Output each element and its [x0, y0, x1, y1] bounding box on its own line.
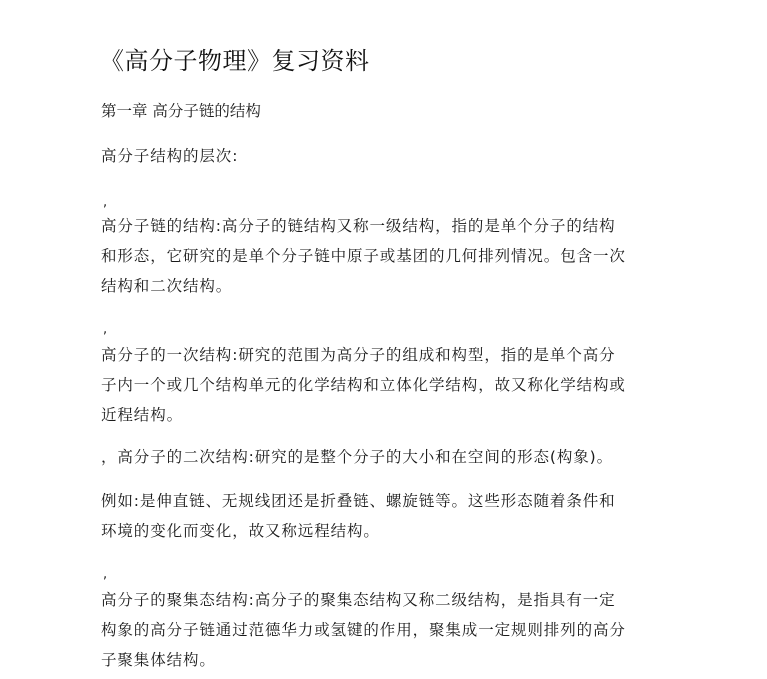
paragraph-line: 环境的变化而变化，故又称远程结构。 — [101, 522, 380, 540]
paragraph-line: 子内一个或几个结构单元的化学结构和立体化学结构，故又称化学结构或 — [101, 376, 626, 394]
chapter-heading: 第一章 高分子链的结构 — [101, 102, 261, 120]
comma-mark: , — [103, 567, 108, 582]
paragraph-line: ，高分子的二次结构:研究的是整个分子的大小和在空间的形态(构象)。 — [101, 448, 614, 466]
paragraph-aggregate-structure — [101, 585, 701, 675]
paragraph-primary-structure — [101, 340, 701, 430]
paragraph-line: 例如:是伸直链、无规线团还是折叠链、螺旋链等。这些形态随着条件和 — [101, 492, 616, 510]
comma-mark: , — [103, 322, 108, 337]
paragraph-line: 和形态，它研究的是单个分子链中原子或基团的几何排列情况。包含一次 — [101, 247, 626, 265]
comma-mark: , — [103, 195, 108, 210]
paragraph-line: 高分子的聚集态结构:高分子的聚集态结构又称二级结构，是指具有一定 — [101, 591, 616, 609]
section-label — [101, 143, 701, 169]
paragraph-example — [101, 486, 701, 546]
paragraph-chain-structure — [101, 211, 701, 301]
paragraph-line: 近程结构。 — [101, 406, 184, 424]
paragraph-line: 高分子的一次结构:研究的范围为高分子的组成和构型，指的是单个高分 — [101, 346, 616, 364]
paragraph-secondary-structure — [101, 442, 701, 472]
paragraph-line: 结构和二次结构。 — [101, 277, 233, 295]
document-title: 《高分子物理》复习资料 — [100, 47, 370, 75]
paragraph-line: 子聚集体结构。 — [101, 651, 216, 669]
section-label-text: 高分子结构的层次: — [101, 147, 239, 165]
paragraph-line: 构象的高分子链通过范德华力或氢键的作用，聚集成一定规则排列的高分 — [101, 621, 626, 639]
paragraph-line: 高分子链的结构:高分子的链结构又称一级结构，指的是单个分子的结构 — [101, 217, 616, 235]
